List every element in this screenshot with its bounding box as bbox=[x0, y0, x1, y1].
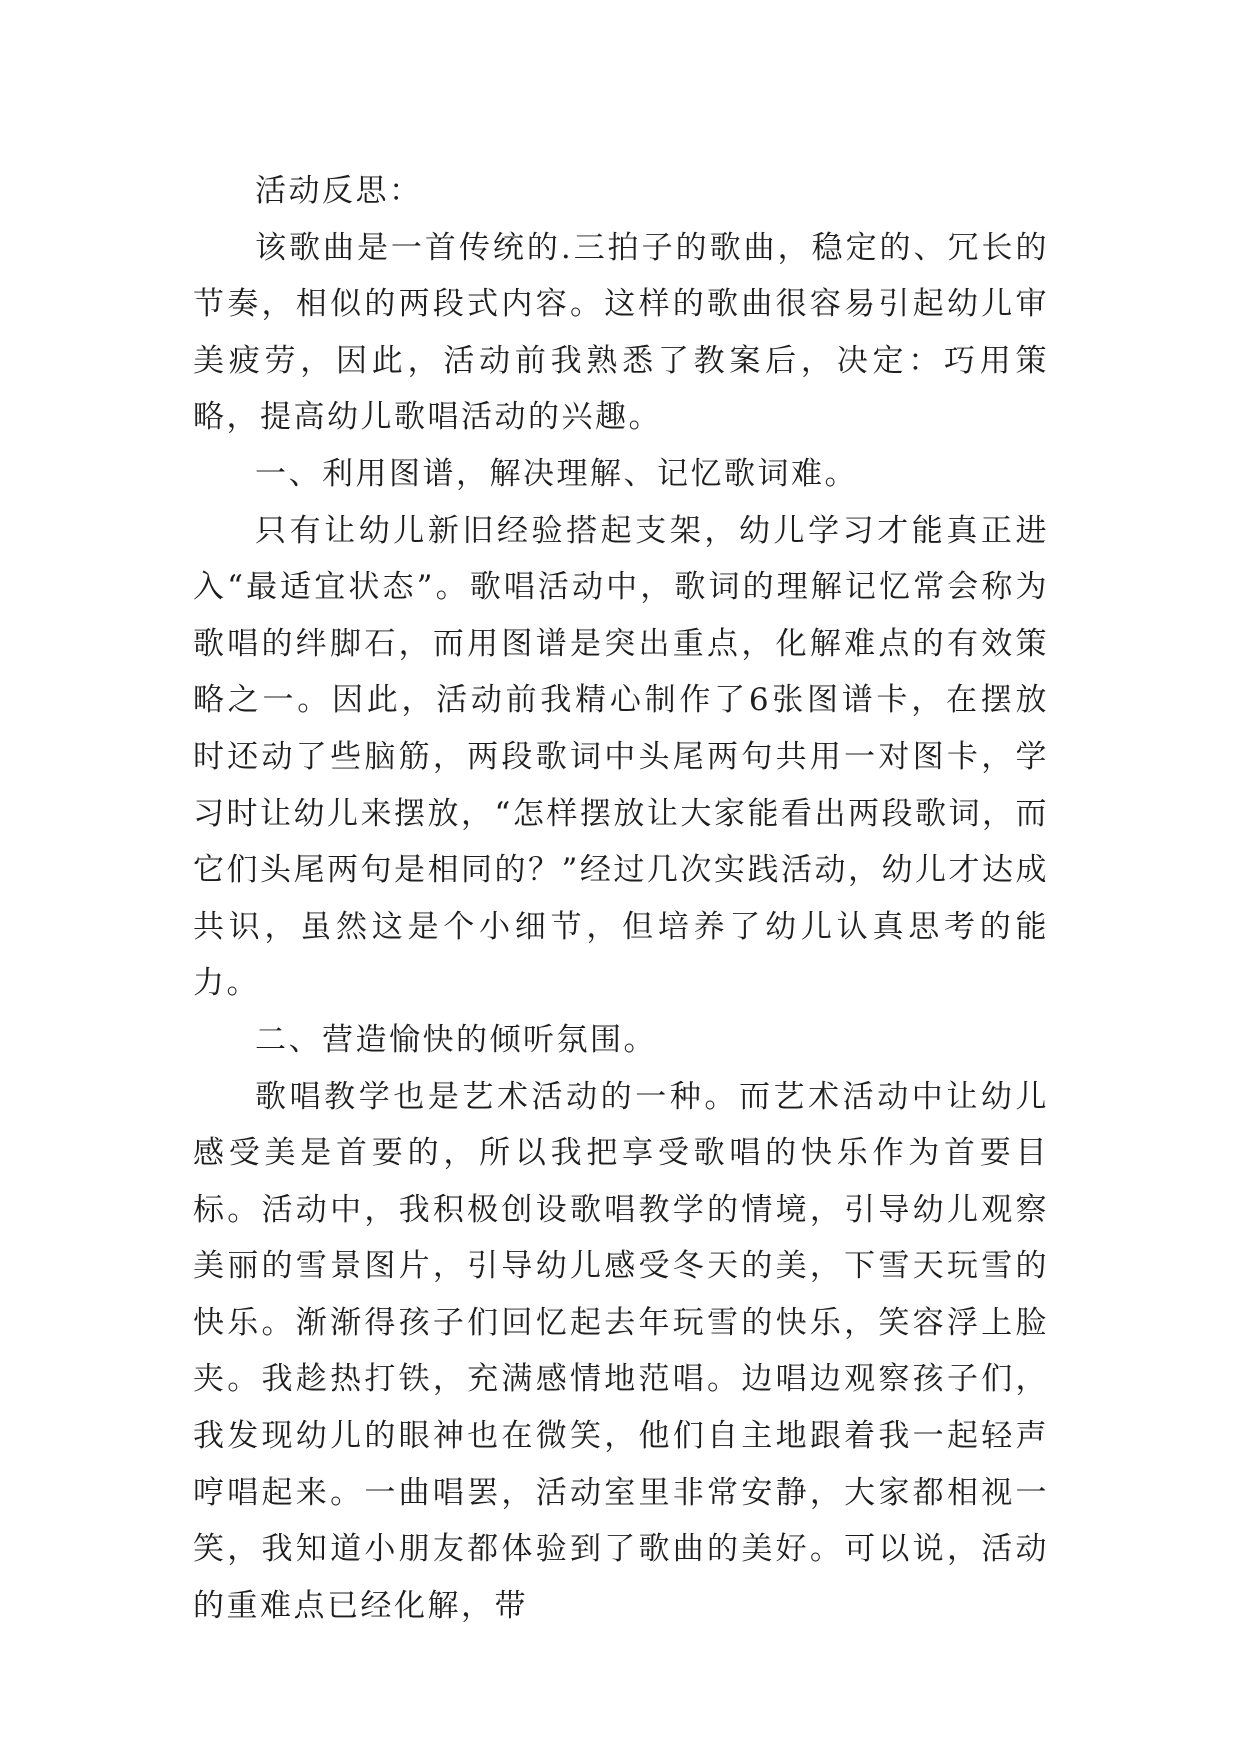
paragraph: 该歌曲是一首传统的.三拍子的歌曲，稳定的、冗长的节奏，相似的两段式内容。这样的歌曲很容易引起幼儿审美疲劳，因此，活动前我熟悉了教案后，决定：巧用策略，提高幼儿歌唱活动的兴趣。 bbox=[193, 229, 1049, 436]
paragraph-section-heading: 二、营造愉快的倾听氛围。 bbox=[255, 1021, 657, 1058]
document-body bbox=[193, 163, 1049, 1634]
paragraph: 歌唱教学也是艺术活动的一种。而艺术活动中让幼儿感受美是首要的，所以我把享受歌唱的快乐作为首要目标。活动中，我积极创设歌唱教学的情境，引导幼儿观察美丽的雪景图片，引导幼儿感受冬天的美，下雪天玩雪的快乐。渐渐得孩子们回忆起去年玩雪的快乐，笑容浮上脸夹。我趁热打铁，充满感情地范唱。边唱边观察孩子们，我发现幼儿的眼神也在微笑，他们自主地跟着我一起轻声哼唱起来。一曲唱罢，活动室里非常安静，大家都相视一笑，我知道小朋友都体验到了歌曲的美好。可以说，活动的重难点已经化解，带 bbox=[193, 1078, 1049, 1624]
paragraph-section-heading: 一、利用图谱，解决理解、记忆歌词难。 bbox=[255, 455, 858, 492]
paragraph: 只有让幼儿新旧经验搭起支架，幼儿学习才能真正进入“最适宜状态”。歌唱活动中，歌词的理解记忆常会称为歌唱的绊脚石，而用图谱是突出重点，化解难点的有效策略之一。因此，活动前我精心制作了6张图谱卡，在摆放时还动了些脑筋，两段歌词中头尾两句共用一对图卡，学习时让幼儿来摆放，“怎样摆放让大家能看出两段歌词，而它们头尾两句是相同的？”经过几次实践活动，幼儿才达成共识，虽然这是个小细节，但培养了幼儿认真思考的能力。 bbox=[193, 512, 1049, 1002]
paragraph-heading-reflection: 活动反思： bbox=[255, 173, 423, 209]
